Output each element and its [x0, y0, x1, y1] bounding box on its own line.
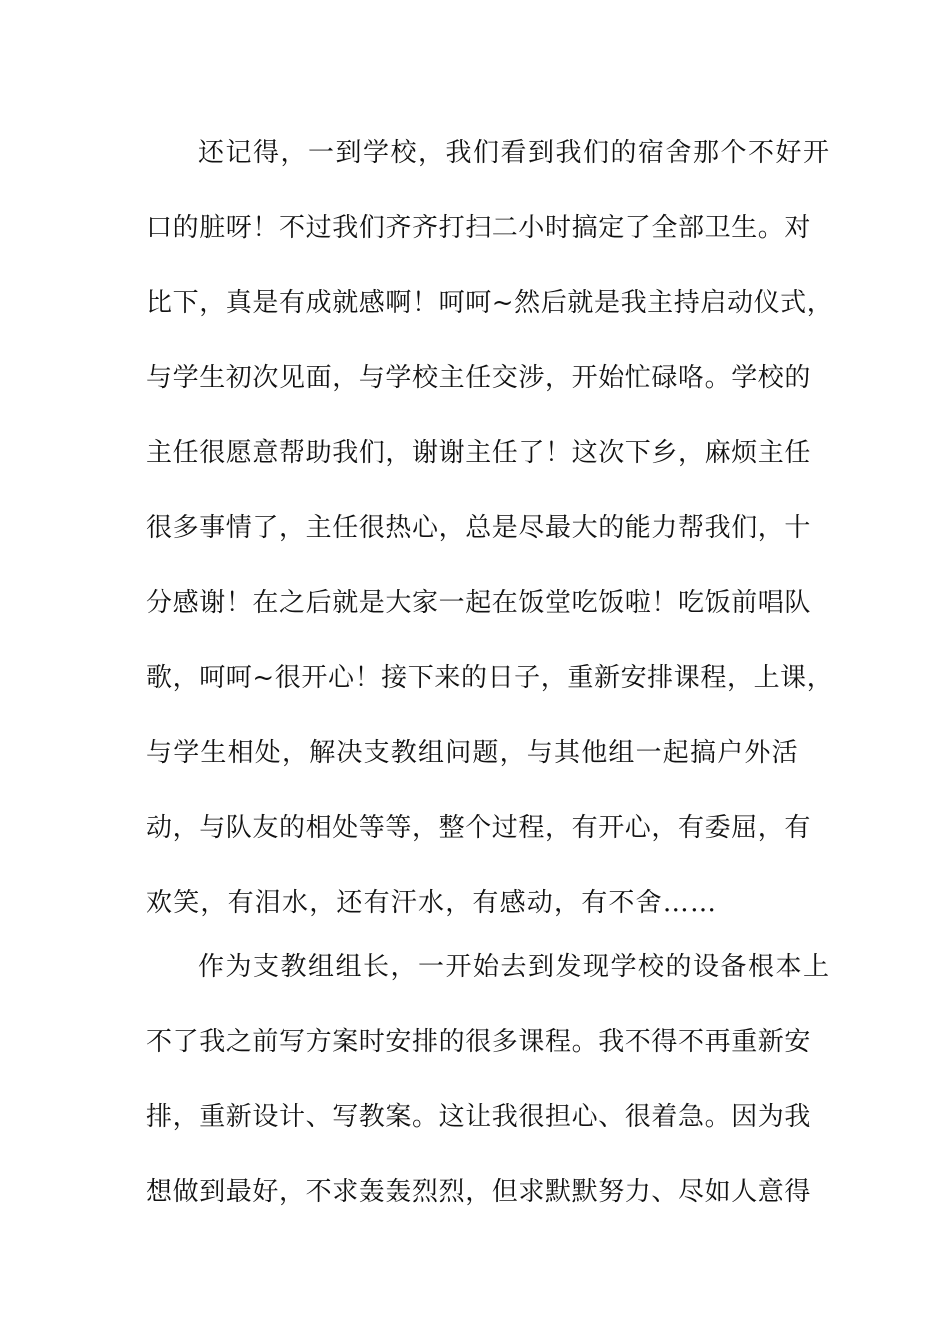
paragraph-2-line-4: 想做到最好，不求轰轰烈烈，但求默默努力、尽如人意得 — [146, 1177, 812, 1207]
paragraph-1-line-3: 比下，真是有成就感啊！呵呵~然后就是我主持启动仪式， — [146, 288, 834, 318]
paragraph-1-line-8: 歌，呵呵~很开心！接下来的日子，重新安排课程，上课， — [146, 663, 834, 693]
paragraph-1-line-5: 主任很愿意帮助我们，谢谢主任了！这次下乡，麻烦主任 — [146, 438, 812, 468]
paragraph-1-line-9: 与学生相处，解决支教组问题，与其他组一起搞户外活 — [146, 738, 799, 768]
paragraph-1-line-2: 口的脏呀！不过我们齐齐打扫二小时搞定了全部卫生。对 — [146, 213, 812, 243]
paragraph-2-line-3: 排，重新设计、写教案。这让我很担心、很着急。因为我 — [146, 1102, 812, 1132]
paragraph-1-line-6: 很多事情了，主任很热心，总是尽最大的能力帮我们，十 — [146, 513, 812, 543]
paragraph-1-line-11: 欢笑，有泪水，还有汗水，有感动，有不舍…… — [146, 888, 718, 918]
paragraph-2-line-1: 作为支教组组长，一开始去到发现学校的设备根本上 — [198, 952, 831, 982]
paragraph-1-line-7: 分感谢！在之后就是大家一起在饭堂吃饭啦！吃饭前唱队 — [146, 588, 812, 618]
paragraph-1-line-1: 还记得，一到学校，我们看到我们的宿舍那个不好开 — [198, 138, 831, 168]
paragraph-1-line-10: 动，与队友的相处等等，整个过程，有开心，有委屈，有 — [146, 813, 812, 843]
paragraph-2-line-2: 不了我之前写方案时安排的很多课程。我不得不再重新安 — [146, 1027, 812, 1057]
paragraph-1-line-4: 与学生初次见面，与学校主任交涉，开始忙碌咯。学校的 — [146, 363, 812, 393]
